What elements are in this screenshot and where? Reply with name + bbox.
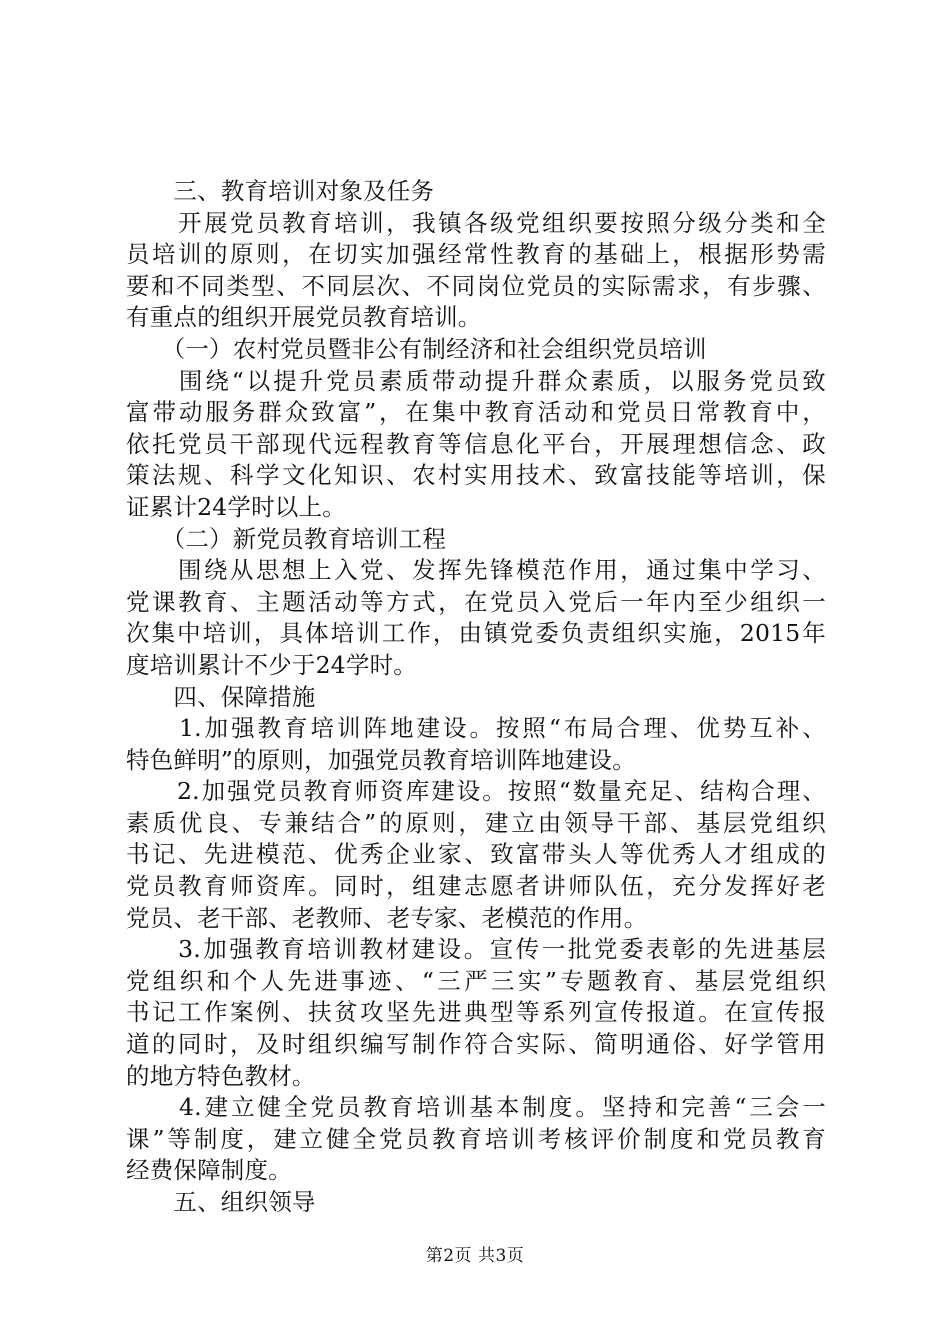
text-line: 课”等制度，建立健全党员教育培训考核评价制度和党员教育 [126, 1124, 826, 1153]
text-line: 五、组织领导 [126, 1188, 316, 1216]
text-line: 围绕“以提升党员素质带动提升群众素质，以服务党员致 [126, 366, 826, 395]
text-line: 要和不同类型、不同层次、不同岗位党员的实际需求，有步骤、 [126, 271, 826, 300]
text-line: 特色鲜明”的原则，加强党员教育培训阵地建设。 [126, 745, 636, 774]
text-line: 党员教育师资库。同时，组建志愿者讲师队伍，充分发挥好老 [126, 872, 826, 901]
text-line: 证累计24学时以上。 [126, 492, 346, 521]
text-line: （二）新党员教育培训工程 [126, 524, 447, 553]
text-line: 道的同时，及时组织编写制作符合实际、简明通俗、好学管用 [126, 1030, 826, 1059]
text-line: 四、保障措施 [126, 682, 316, 711]
text-line: 党组织和个人先进事迹、“三严三实”专题教育、基层党组织 [126, 966, 826, 995]
text-line: 3.加强教育培训教材建设。宣传一批党委表彰的先进基层 [126, 935, 826, 964]
text-line: 有重点的组织开展党员教育培训。 [126, 303, 482, 332]
text-line: 2.加强党员教育师资库建设。按照“数量充足、结构合理、 [126, 777, 827, 806]
text-line: 策法规、科学文化知识、农村实用技术、致富技能等培训，保 [126, 461, 826, 490]
text-line: 党员、老干部、老教师、老专家、老模范的作用。 [126, 903, 648, 932]
page-footer: 第2页 共3页 [425, 1246, 525, 1266]
text-line: 围绕从思想上入党、发挥先锋模范作用，通过集中学习、 [126, 556, 826, 585]
text-line: （一）农村党员暨非公有制经济和社会组织党员培训 [126, 334, 707, 363]
text-line: 书记、先进模范、优秀企业家、致富带头人等优秀人才组成的 [126, 840, 826, 869]
text-line: 的地方特色教材。 [126, 1061, 316, 1090]
text-line: 次集中培训，具体培训工作，由镇党委负责组织实施，2015年 [126, 619, 826, 648]
text-line: 员培训的原则，在切实加强经常性教育的基础上，根据形势需 [126, 240, 826, 269]
document-body [126, 176, 826, 1219]
text-line: 开展党员教育培训，我镇各级党组织要按照分级分类和全 [126, 208, 826, 237]
text-line: 度培训累计不少于24学时。 [126, 650, 418, 679]
text-line: 党课教育、主题活动等方式，在党员入党后一年内至少组织一 [126, 587, 826, 616]
text-line: 4.建立健全党员教育培训基本制度。坚持和完善“三会一 [126, 1093, 826, 1122]
text-line: 经费保障制度。 [126, 1156, 292, 1185]
text-line: 1.加强教育培训阵地建设。按照“布局合理、优势互补、 [126, 714, 826, 743]
text-line: 三、教育培训对象及任务 [126, 177, 435, 205]
text-line: 书记工作案例、扶贫攻坚先进典型等系列宣传报道。在宣传报 [126, 998, 826, 1027]
text-line: 依托党员干部现代远程教育等信息化平台，开展理想信念、政 [126, 429, 826, 458]
text-line: 素质优良、专兼结合”的原则，建立由领导干部、基层党组织 [126, 808, 826, 837]
text-line: 富带动服务群众致富”，在集中教育活动和党员日常教育中， [126, 398, 826, 427]
